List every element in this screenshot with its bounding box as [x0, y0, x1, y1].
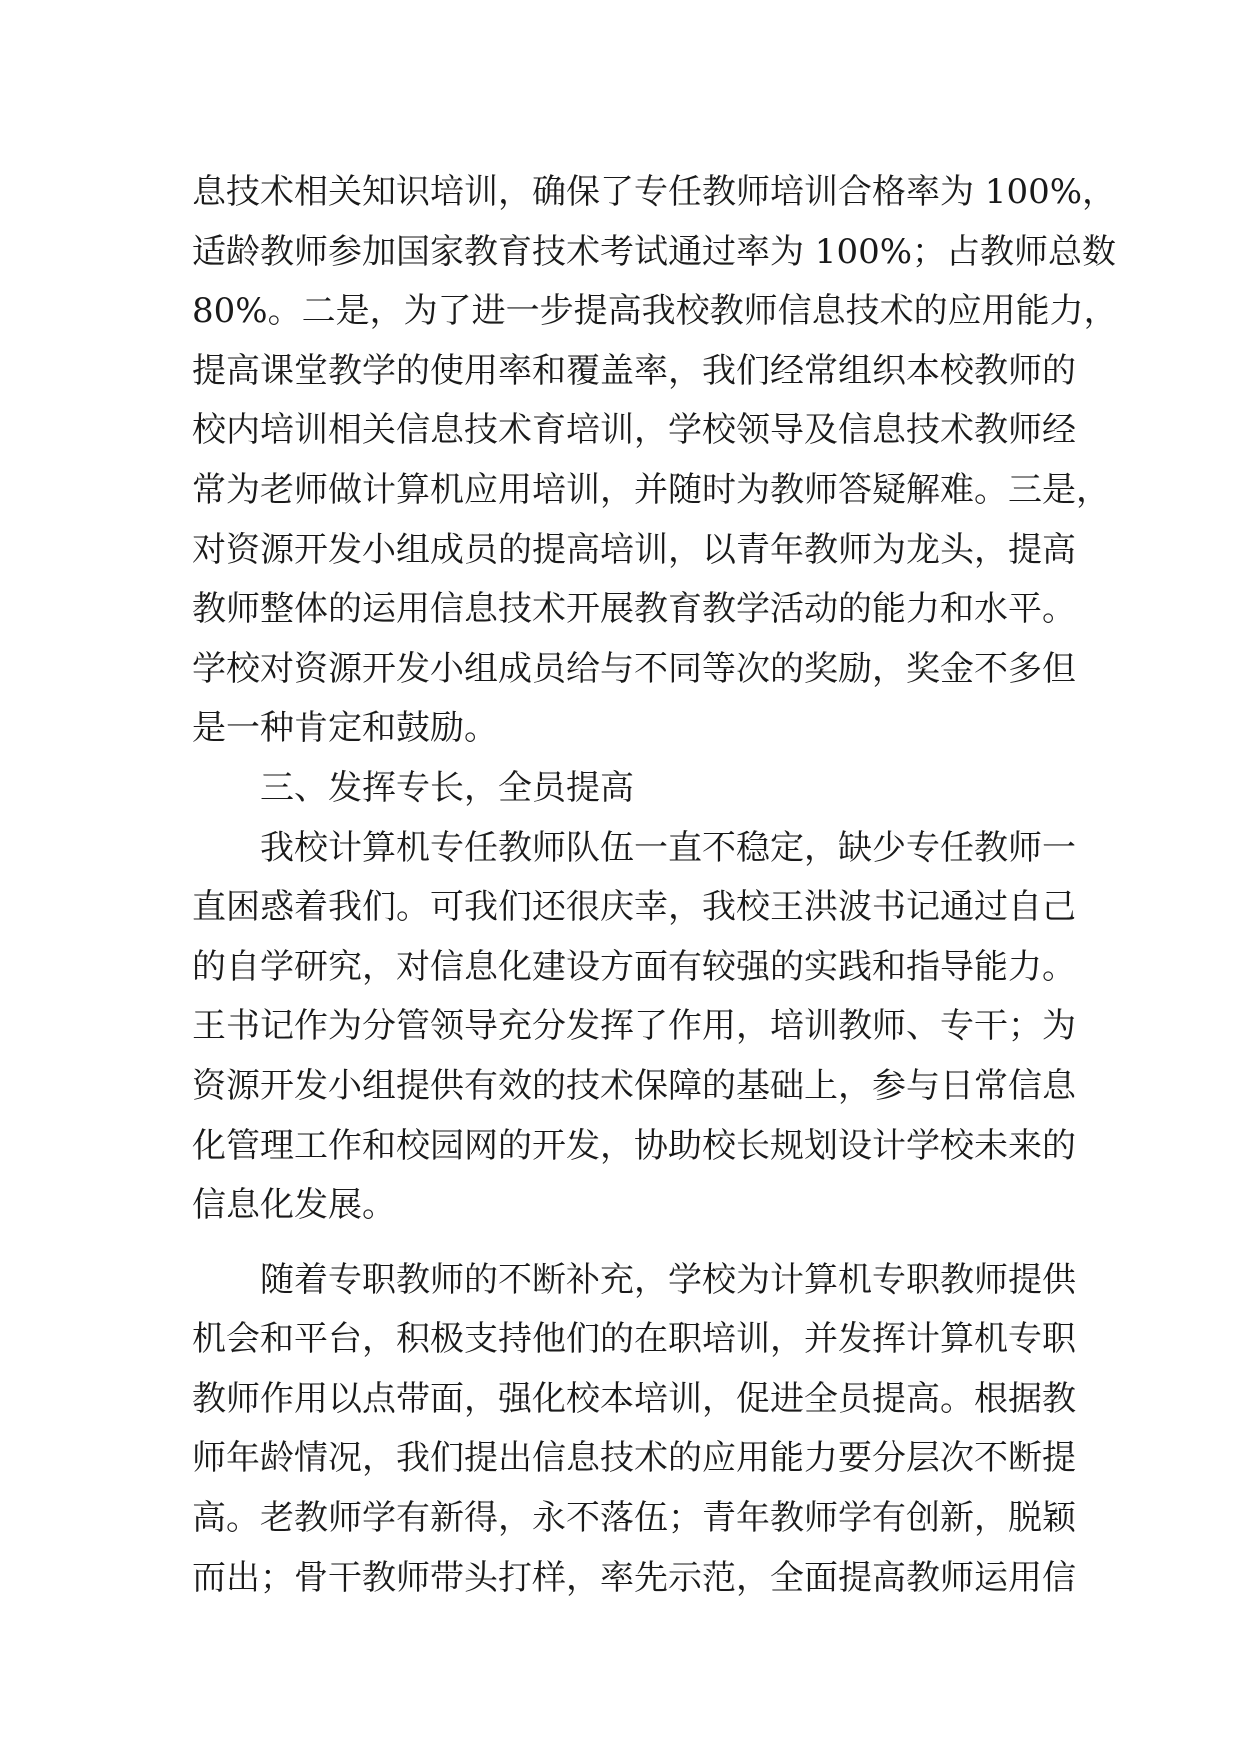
text-line: 直困惑着我们。可我们还很庆幸，我校王洪波书记通过自己: [192, 887, 1076, 928]
paragraph-2: [192, 819, 1076, 1236]
text-line: 提高课堂教学的使用率和覆盖率，我们经常组织本校教师的: [192, 350, 1076, 391]
text-line: 我校计算机专任教师队伍一直不稳定，缺少专任教师一: [260, 827, 1076, 868]
section-heading: 三、发挥专长，全员提高: [260, 767, 634, 808]
text-line: 80%。二是，为了进一步提高我校教师信息技术的应用能力，: [192, 291, 1118, 332]
text-line: 随着专职教师的不断补充，学校为计算机专职教师提供: [260, 1259, 1076, 1300]
text-line: 校内培训相关信息技术育培训，学校领导及信息技术教师经: [192, 410, 1076, 451]
text-line: 王书记作为分管领导充分发挥了作用，培训教师、专干；为: [192, 1006, 1076, 1047]
text-line: 资源开发小组提供有效的技术保障的基础上，参与日常信息: [192, 1065, 1076, 1106]
text-line: 常为老师做计算机应用培训，并随时为教师答疑解难。三是，: [192, 469, 1110, 510]
text-line: 高。老教师学有新得，永不落伍；青年教师学有创新，脱颖: [192, 1498, 1076, 1539]
text-line: 信息化发展。: [192, 1185, 396, 1226]
text-line: 学校对资源开发小组成员给与不同等次的奖励，奖金不多但: [192, 648, 1076, 689]
text-line: 而出；骨干教师带头打样，率先示范，全面提高教师运用信: [192, 1557, 1076, 1598]
text-line: 对资源开发小组成员的提高培训，以青年教师为龙头，提高: [192, 529, 1076, 570]
text-line: 息技术相关知识培训，确保了专任教师培训合格率为 100%，: [192, 172, 1117, 212]
text-line: 是一种肯定和鼓励。: [192, 708, 498, 749]
document-body: [192, 163, 1118, 1608]
text-line: 适龄教师参加国家教育技术考试通过率为 100%；占教师总数: [192, 231, 1117, 272]
text-line: 师年龄情况，我们提出信息技术的应用能力要分层次不断提: [192, 1438, 1076, 1479]
paragraph-3: [192, 1251, 1076, 1609]
text-line: 的自学研究，对信息化建设方面有较强的实践和指导能力。: [192, 946, 1076, 987]
paragraph-spacer: [192, 1236, 1062, 1251]
text-line: 机会和平台，积极支持他们的在职培训，并发挥计算机专职: [192, 1319, 1076, 1360]
text-line: 化管理工作和校园网的开发，协助校长规划设计学校未来的: [192, 1125, 1076, 1166]
paragraph-1: [192, 163, 1118, 759]
text-line: 教师整体的运用信息技术开展教育教学活动的能力和水平。: [192, 589, 1076, 630]
text-line: 教师作用以点带面，强化校本培训，促进全员提高。根据教: [192, 1378, 1076, 1419]
